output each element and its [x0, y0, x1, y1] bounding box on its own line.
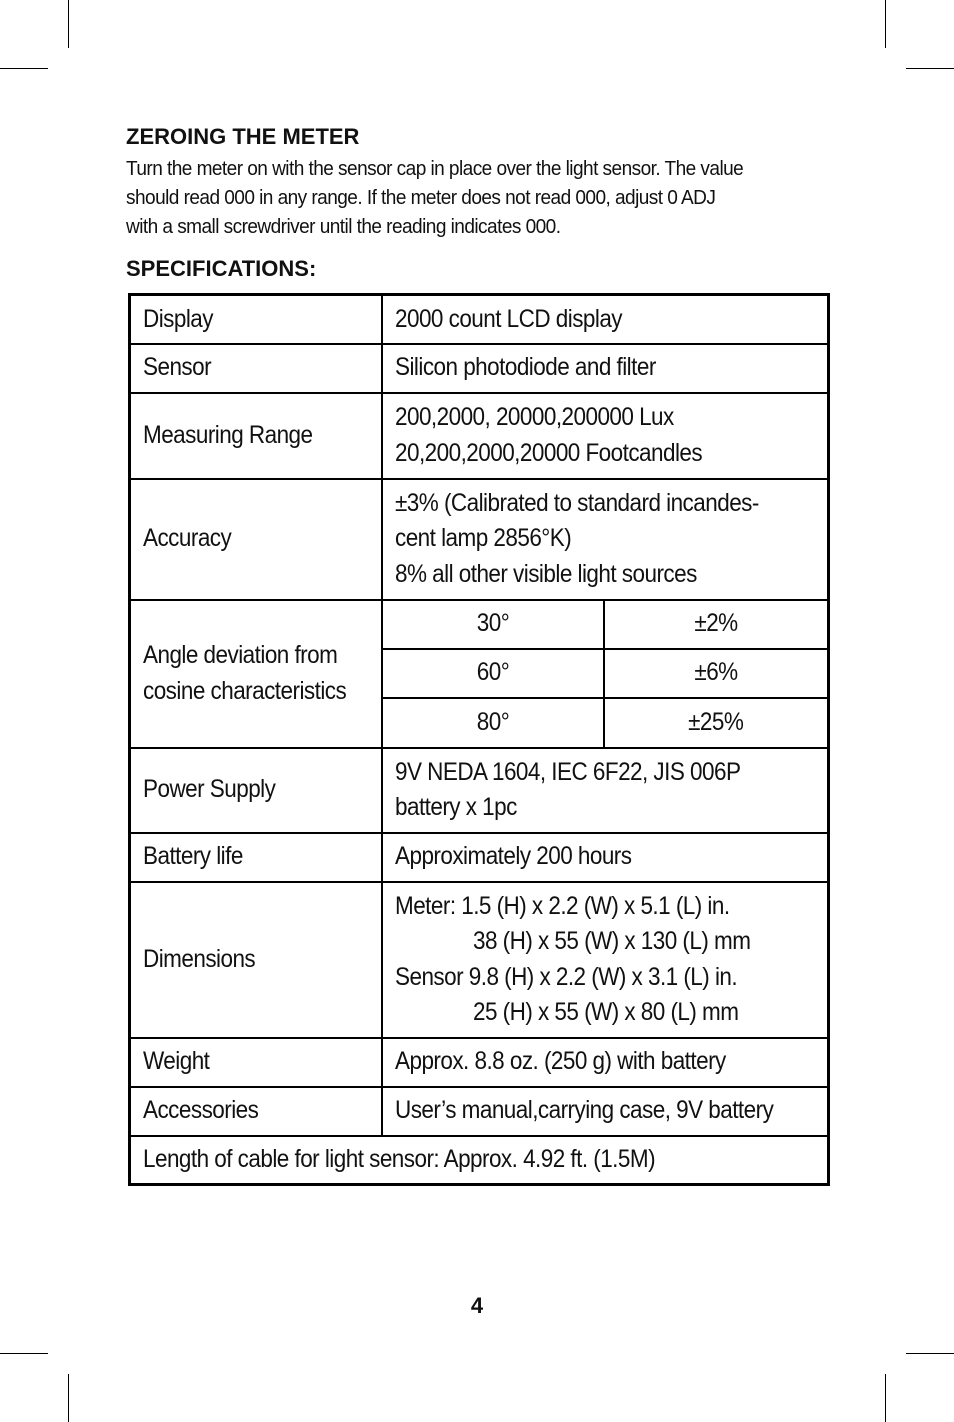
- spec-row-accuracy: [130, 479, 829, 600]
- spec-row-power: [130, 748, 829, 833]
- spec-row-display: [130, 295, 829, 344]
- crop-mark: [906, 68, 954, 69]
- deviation-value: ±6%: [604, 649, 829, 698]
- crop-mark: [885, 1374, 886, 1422]
- crop-mark: [885, 0, 886, 48]
- zeroing-line: with a small screwdriver until the reading indicates 000.: [126, 215, 561, 238]
- specifications-table: [128, 293, 830, 1186]
- deviation-value: ±2%: [604, 600, 829, 649]
- spec-row-accessories: [130, 1087, 829, 1136]
- zeroing-line: should read 000 in any range. If the meter does not read 000, adjust 0 ADJ: [126, 186, 716, 209]
- angle-value: 30°: [382, 600, 604, 649]
- angle-value: 80°: [382, 698, 604, 748]
- spec-cable-note: Length of cable for light sensor: Approx. 4.92 ft. (1.5M): [130, 1136, 829, 1185]
- spec-row-weight: [130, 1038, 829, 1087]
- spec-row-dimensions: [130, 882, 829, 1038]
- spec-value: Approximately 200 hours: [382, 833, 829, 882]
- spec-label: Sensor: [130, 344, 382, 393]
- zeroing-line: Turn the meter on with the sensor cap in place over the light sensor. The value: [126, 157, 744, 180]
- specifications-heading: SPECIFICATIONS:: [126, 256, 317, 281]
- crop-mark: [68, 0, 69, 48]
- spec-value: 2000 count LCD display: [382, 295, 829, 344]
- spec-value: ±3% (Calibrated to standard incandes- cent lamp 2856°K) 8% all other visible light sources: [382, 479, 829, 600]
- spec-label: Dimensions: [130, 882, 382, 1038]
- spec-label: Battery life: [130, 833, 382, 882]
- page-number: 4: [470, 1293, 484, 1318]
- spec-value: 9V NEDA 1604, IEC 6F22, JIS 006P battery x 1pc: [382, 748, 829, 833]
- spec-row-battery-life: [130, 833, 829, 882]
- deviation-value: ±25%: [604, 698, 829, 748]
- angle-value: 60°: [382, 649, 604, 698]
- spec-label: Weight: [130, 1038, 382, 1087]
- spec-row-cable: [130, 1136, 829, 1185]
- spec-value: User’s manual,carrying case, 9V battery: [382, 1087, 829, 1136]
- crop-mark: [68, 1374, 69, 1422]
- spec-value: Approx. 8.8 oz. (250 g) with battery: [382, 1038, 829, 1087]
- crop-mark: [0, 68, 48, 69]
- crop-mark: [0, 1353, 48, 1354]
- zeroing-paragraph: [126, 154, 796, 241]
- crop-mark: [906, 1353, 954, 1354]
- spec-row-angle: [130, 600, 829, 649]
- spec-label: Accuracy: [130, 479, 382, 600]
- spec-value: 200,2000, 20000,200000 Lux 20,200,2000,20000 Footcandles: [382, 393, 829, 479]
- spec-row-sensor: [130, 344, 829, 393]
- spec-label: Angle deviation from cosine characteristics: [130, 600, 382, 748]
- spec-label: Power Supply: [130, 748, 382, 833]
- spec-label: Measuring Range: [130, 393, 382, 479]
- spec-row-range: [130, 393, 829, 479]
- spec-label: Accessories: [130, 1087, 382, 1136]
- spec-value: Meter: 1.5 (H) x 2.2 (W) x 5.1 (L) in. 38 (H) x 55 (W) x 130 (L) mm Sensor 9.8 (H) x 2.2 (W) x 3.1 (L) in. 25 (H) x 55 (W) x 80 (L) mm: [382, 882, 829, 1038]
- spec-value: Silicon photodiode and filter: [382, 344, 829, 393]
- spec-label: Display: [130, 295, 382, 344]
- zeroing-heading: ZEROING THE METER: [126, 124, 360, 149]
